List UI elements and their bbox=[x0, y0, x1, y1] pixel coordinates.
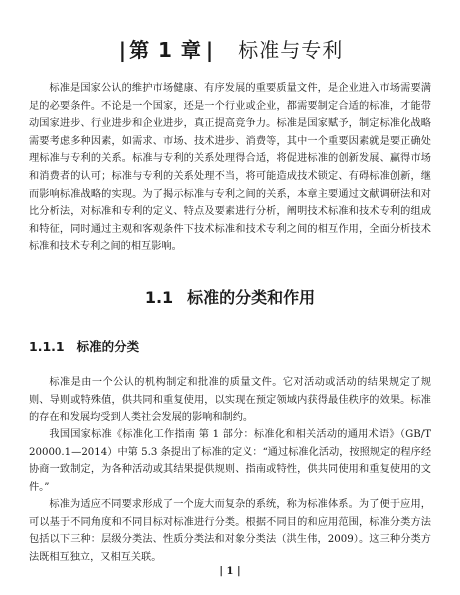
subsection-number: 1.1.1 bbox=[29, 339, 65, 354]
body-paragraph: 我国国家标准《标准化工作指南 第 1 部分：标准化和相关活动的通用术语》（GB/T 20000.1—2014）中第 5.3 条提出了标准的定义：“通过标准化活动，按照规定的程序经协商一致制定，为各种活动或其结果提供规则、指南或特性，供共同使用和重复使用的文件。” bbox=[29, 429, 431, 493]
subsection-heading bbox=[29, 337, 139, 355]
chapter-bar-left: | bbox=[118, 38, 128, 62]
chapter-number: 第 1 章 bbox=[129, 38, 202, 62]
body-paragraph: 标准为适应不同要求形成了一个庞大而复杂的系统，称为标准体系。为了便于应用，可以基于不同角度和不同目标对标准进行分类。根据不同目的和应用范围，标准分类方法包括以下三种：层级分类法、性质分类法和对象分类法（洪生伟，2009）。这三种分类方法既相互独立，又相互关联。 bbox=[29, 499, 431, 563]
body-paragraph: 标准是由一个公认的机构制定和批准的质量文件。它对活动或活动的结果规定了规则、导则或特殊值，供共同和重复使用，以实现在预定领域内获得最佳秩序的效果。标准的存在和发展均受到人类社会发展的影响和制约。 bbox=[29, 377, 431, 424]
chapter-bar-right: | bbox=[205, 38, 215, 62]
subsection-title: 标准的分类 bbox=[76, 339, 140, 354]
section-heading bbox=[0, 285, 460, 308]
section-title: 标准的分类和作用 bbox=[187, 288, 316, 307]
intro-paragraph: 标准是国家公认的维护市场健康、有序发展的重要质量文件，是企业进入市场需要满足的必要条件。不论是一个国家，还是一个行业或企业，都需要制定合适的标准，才能带动国家进步、行业进步和企业进步，真正提高竞争力。标准是国家赋予，制定标准化战略需要考虑多种因素，如需求、市场、技术进步、消费等，其中一个重要因素就是要正确处理标准与专利的关系。标准与专利的关系处理得合适，将促进标准的创新发展、赢得市场和消费者的认可；标准与专利的关系处理不当，将可能造成技术锁定、有碍标准创新，继而影响标准战略的实现。为了揭示标准与专利之间的关系，本章主要通过文献调研法和对比分析法，对标准和专利的定义、特点及要素进行分析，阐明技术标准和技术专利的组成和特征，同时通过主观和客观条件下技术标准和技术专利之间的相互作用，全面分析技术标准和技术专利之间的相互影响。 bbox=[29, 83, 431, 253]
section-number: 1.1 bbox=[144, 288, 174, 307]
chapter-title: 标准与专利 bbox=[238, 38, 344, 62]
page-number: | 1 | bbox=[219, 566, 241, 577]
chapter-heading bbox=[0, 34, 460, 63]
